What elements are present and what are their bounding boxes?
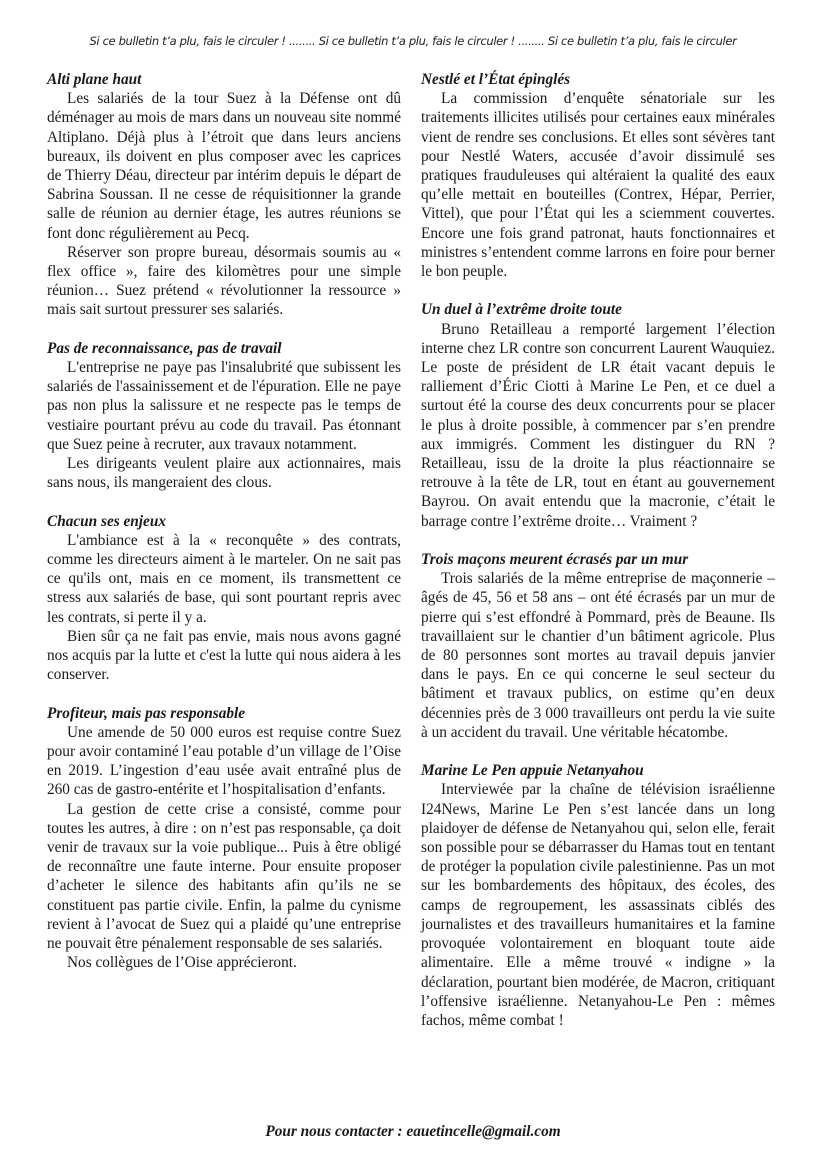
article-title: Profiteur, mais pas responsable — [47, 704, 246, 722]
article-paragraph: L'ambiance est à la « reconquête » des contrats, comme les directeurs aiment à le marteler. On ne sait pas ce qu'ils ont, mais en ce moment, ils transmettent ce stress aux salariés de base, qui sont pourtant repris avec les contrats, si perte il y a. — [47, 531, 401, 626]
article-title: Un duel à l’extrême droite toute — [421, 301, 622, 319]
article-paragraph: Trois salariés de la même entreprise de maçonnerie – âgés de 45, 56 et 58 ans – ont été écrasés par un mur de pierre qui s’est effondré à Pommard, près de Beaune. Ils travaillaient sur le chantier d’un bâtiment agricole. Plus de 80 personnes sont mortes au travail depuis janvier dans le pays. En ce qui concerne le seul secteur du bâtiment et travaux publics, on estime qu’en deux décennies près de 3 000 travailleurs ont perdu la vie suite à un accident du travail. Une véritable hécatombe. — [421, 570, 775, 741]
article-paragraph: Bruno Retailleau a remporté largement l’élection interne chez LR contre son concurrent Laurent Wauquiez. Le poste de président de LR était vacant depuis le ralliement d’Éric Ciotti à Marine Le Pen, et ce duel a surtout été la course des deux concurrents pour se placer le plus à droite possible, à commencer par s’en prendre aux immigrés. Comment les distinguer du RN ? Retailleau, issu de la droite la plus réactionnaire se retrouve à la tête de LR, tout en étant au gouvernement Bayrou. On avait entendu que la macronie, c’était le barrage contre l’extrême droite… Vraiment ? — [421, 320, 775, 530]
contact-label: Pour nous contacter : — [265, 1123, 407, 1140]
circulate-banner: Si ce bulletin t’a plu, fais le circuler ! ........ Si ce bulletin t’a plu, fais le circuler ! ........ Si ce bulletin t’a plu, fais le circuler — [89, 34, 737, 48]
article-paragraph: L'entreprise ne paye pas l'insalubrité que subissent les salariés de l'assainissement et de l'épuration. Elle ne paye pas non plus la salissure et ne respecte pas le temps de vestiaire pourtant prévu au code du travail. Pas étonnant que Suez peine à recruter, aux travaux notamment. — [47, 359, 401, 453]
article-title: Alti plane haut — [47, 71, 142, 88]
article-paragraph: Les salariés de la tour Suez à la Défense ont dû déménager au mois de mars dans un nouveau site nommé Altiplano. Déjà plus à l’étroit que dans leurs anciens bureaux, ils doivent en plus composer avec les caprices de Thierry Déau, directeur par intérim depuis le départ de Sabrina Soussan. Il ne cesse de réquisitionner la grande salle de réunion au dernier étage, les autres réunions se font donc régulièrement au Pecq. — [47, 90, 401, 242]
article-paragraph: Réserver son propre bureau, désormais soumis au « flex office », faire des kilomètres pour une simple réunion… Suez prétend « révolutionner la ressource » mais sait surtout pressurer ses salariés. — [47, 243, 401, 319]
article-title: Nestlé et l’État épinglés — [421, 71, 571, 88]
article-paragraph: Une amende de 50 000 euros est requise contre Suez pour avoir contaminé l’eau potable d’un village de l’Oise en 2019. L’ingestion d’eau usée avait entraîné plus de 260 cas de gastro-entérite et l’hospitalisation d’enfants. — [47, 723, 401, 799]
article-duel-extreme-droite — [421, 300, 775, 530]
left-column — [47, 70, 401, 992]
right-column — [421, 70, 775, 1049]
article-title: Trois maçons meurent écrasés par un mur — [421, 551, 689, 569]
article-title: Pas de reconnaissance, pas de travail — [47, 339, 282, 357]
article-chacun-ses-enjeux — [47, 512, 401, 685]
article-paragraph: Bien sûr ça ne fait pas envie, mais nous avons gagné nos acquis par la lutte et c'est la lutte qui nous aidera à les conserver. — [47, 627, 401, 684]
article-pas-de-reconnaissance — [47, 339, 401, 493]
contact-footer — [0, 1123, 826, 1141]
article-nestle-etat — [421, 70, 775, 281]
article-paragraph: Les dirigeants veulent plaire aux actionnaires, mais sans nous, ils mangeraient des clous. — [47, 455, 401, 492]
article-title: Marine Le Pen appuie Netanyahou — [421, 762, 644, 780]
article-profiteur-pas-responsable — [47, 704, 401, 973]
article-title: Chacun ses enjeux — [47, 512, 166, 530]
article-le-pen-netanyahou — [421, 761, 775, 1030]
article-paragraph: Nos collègues de l’Oise apprécieront. — [67, 954, 297, 972]
article-trois-macons — [421, 550, 775, 742]
contact-email-link[interactable]: eauetincelle@gmail.com — [406, 1123, 561, 1140]
article-alti-plane-haut — [47, 70, 401, 320]
article-paragraph: La gestion de cette crise a consisté, comme pour toutes les autres, à dire : on n’est pas responsable, ça doit venir de travaux sur la voie publique... Puis à être obligé de reconnaître une faute interne. Pour ensuite proposer d’acheter le silence des habitants afin qu’ils ne se constituent pas partie civile. Enfin, la palme du cynisme revient à l’avocat de Suez qui a plaidé qu’une entreprise ne pouvait être pénalement responsable de ses salariés. — [47, 800, 401, 953]
article-paragraph: La commission d’enquête sénatoriale sur les traitements illicites utilisés pour certaines eaux minérales vient de rendre ses conclusions. Et elles sont sévères tant pour Nestlé Waters, accusée d’avoir dissimulé ses pratiques frauduleuses qui altéraient la qualité des eaux qu’elle mettait en bouteilles (Contrex, Hépar, Perrier, Vittel), que pour l’État qui les a sciemment couvertes. Encore une fois grand patronat, hauts fonctionnaires et ministres s’entendent comme larrons en foire pour berner le bon peuple. — [421, 90, 775, 281]
article-paragraph: Interviewée par la chaîne de télévision israélienne I24News, Marine Le Pen s’est lancée dans un long plaidoyer de défense de Netanyahou qui, selon elle, ferait son possible pour se débarrasser du Hamas tout en tentant de protéger la population civile palestinienne. Pas un mot sur les bombardements des hôpitaux, des écoles, des camps de regroupement, les assassinats ciblés des journalistes et des travailleurs humanitaires et la famine provoquée volontairement en bloquant toute aide alimentaire. Elle a même trouvé « indigne » la déclaration, pourtant bien modérée, de Macron, critiquant l’offensive israélienne. Netanyahou-Le Pen : mêmes fachos, même combat ! — [421, 781, 775, 1029]
